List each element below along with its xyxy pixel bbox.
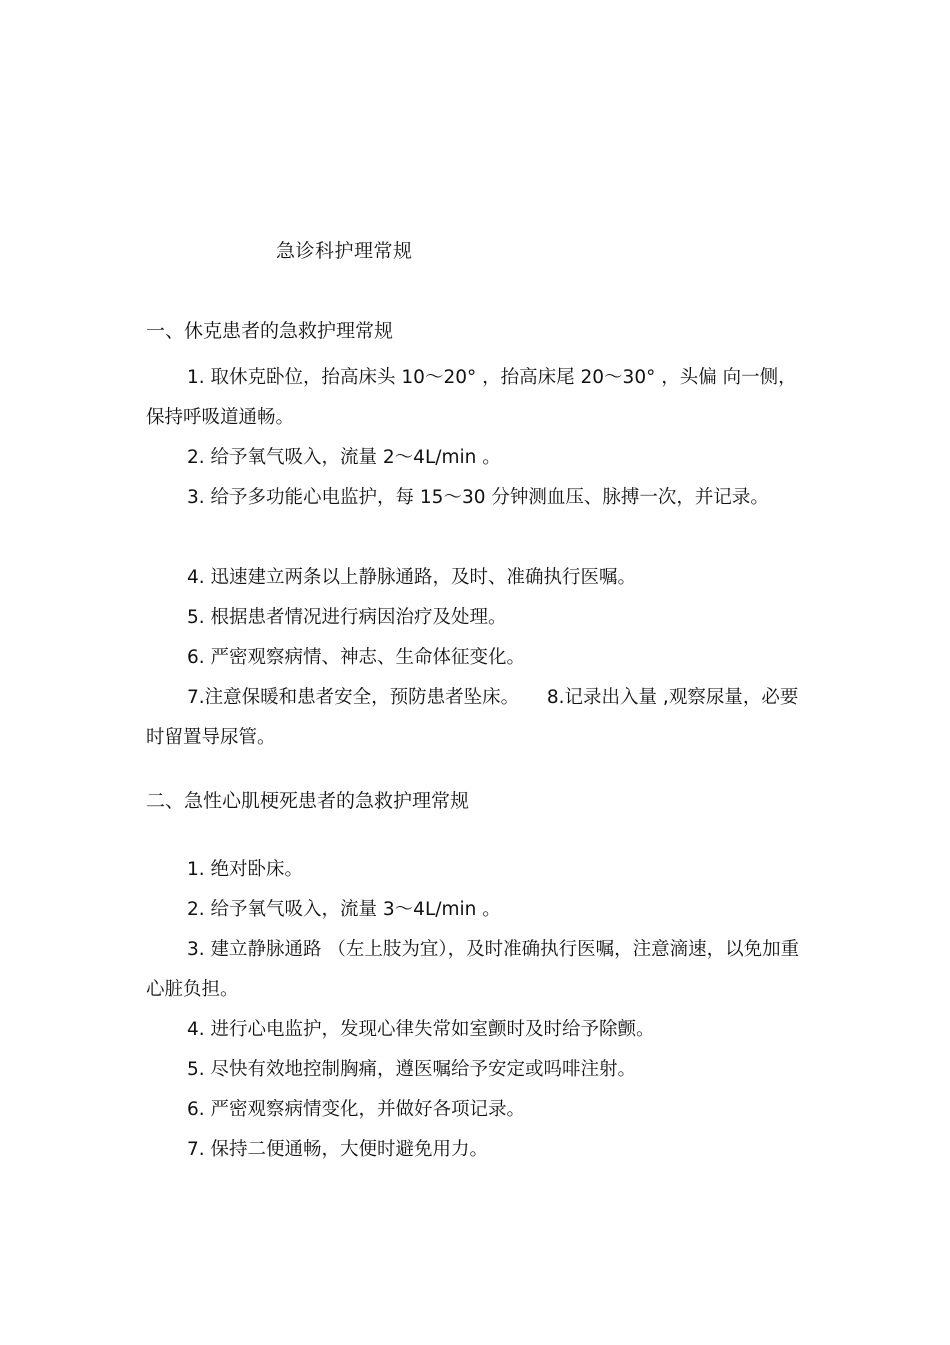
- shock-item-1: 1. 取休克卧位，抬高床头 10～20° ，抬高床尾 20～30° ，头偏 向一侧，保持呼吸道通畅。: [146, 367, 797, 428]
- shock-item-6: 6. 严密观察病情、神志、生命体征变化。: [187, 647, 526, 668]
- document-title: 急诊科护理常规: [276, 240, 413, 262]
- shock-item-3: 3. 给予多功能心电监护，每 15～30 分钟测血压、脉搏一次，并记录。: [187, 487, 769, 508]
- mi-item-2: 2. 给予氧气吸入，流量 3～4L/min 。: [187, 899, 501, 920]
- mi-item-4: 4. 进行心电监护，发现心律失常如室颤时及时给予除颤。: [187, 1019, 655, 1040]
- mi-item-6: 6. 严密观察病情变化，并做好各项记录。: [187, 1099, 526, 1120]
- shock-item-2: 2. 给予氧气吸入，流量 2～4L/min 。: [187, 447, 501, 468]
- mi-item-3: 3. 建立静脉通路 （左上肢为宜），及时准确执行医嘱，注意滴速，以免加重心脏负担。: [146, 939, 800, 1000]
- shock-item-5: 5. 根据患者情况进行病因治疗及处理。: [187, 607, 507, 628]
- mi-item-1: 1. 绝对卧床。: [187, 859, 304, 880]
- section-heading-shock: 一、休克患者的急救护理常规: [146, 320, 394, 342]
- mi-item-5: 5. 尽快有效地控制胸痛，遵医嘱给予安定或吗啡注射。: [187, 1059, 637, 1080]
- shock-item-7-8: 7.注意保暖和患者安全，预防患者坠床。 8.记录出入量 ,观察尿量，必要时留置导尿管。: [146, 687, 799, 748]
- shock-item-4: 4. 迅速建立两条以上静脉通路，及时、准确执行医嘱。: [187, 567, 637, 588]
- mi-item-7: 7. 保持二便通畅，大便时避免用力。: [187, 1139, 489, 1160]
- section-heading-myocardial-infarction: 二、急性心肌梗死患者的急救护理常规: [146, 790, 470, 812]
